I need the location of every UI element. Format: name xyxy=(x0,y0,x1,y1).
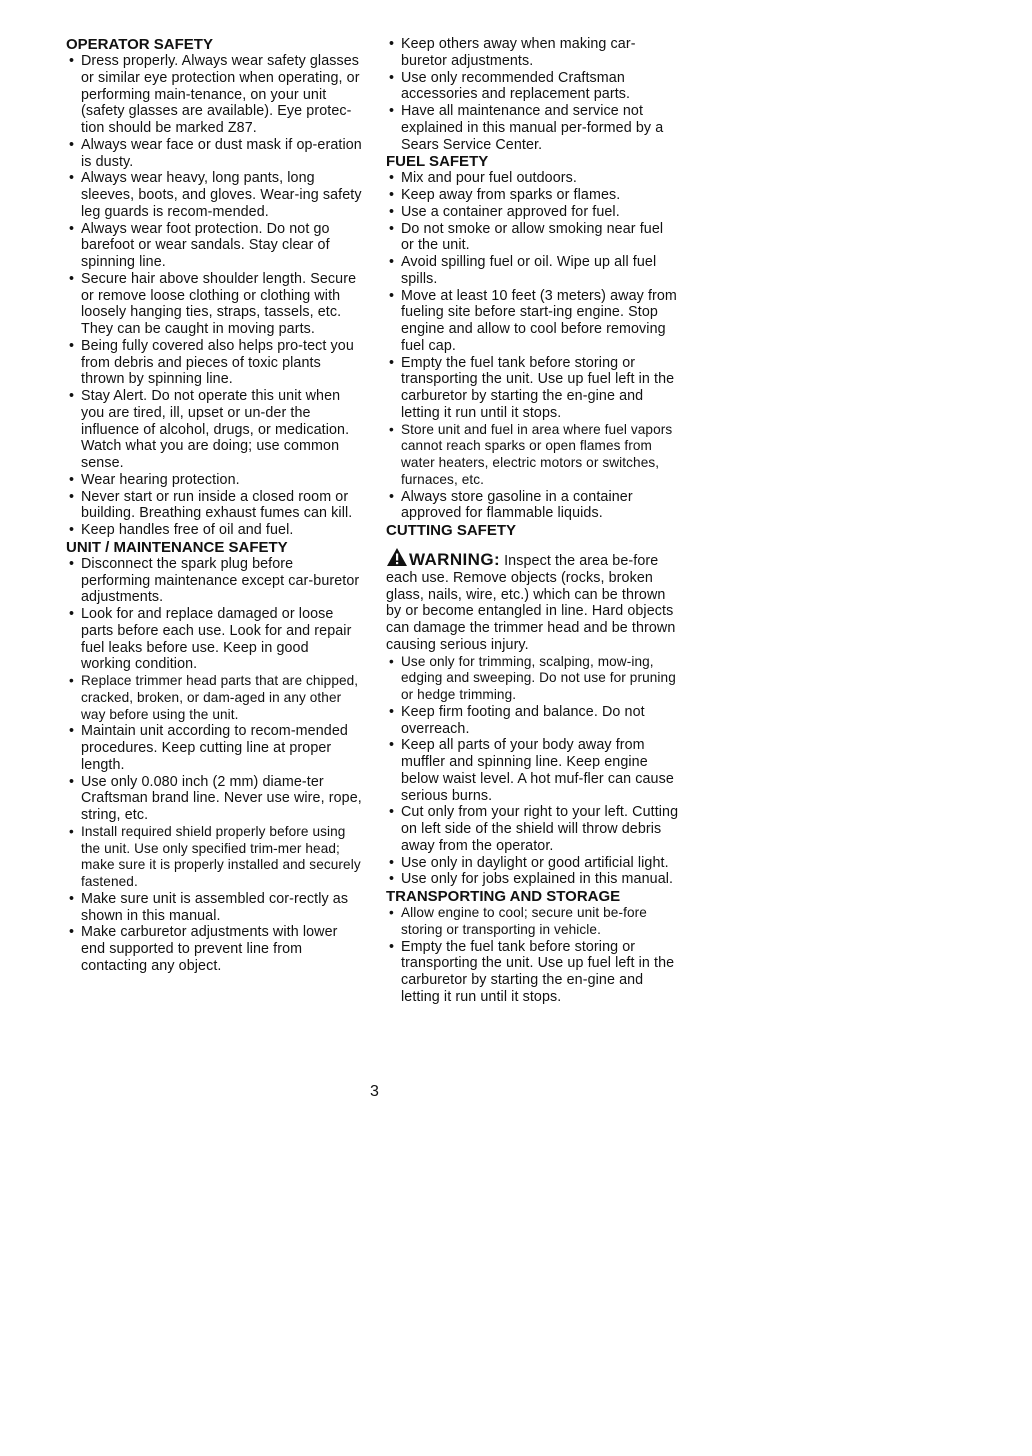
list-item: • Use only for jobs explained in this manual. xyxy=(386,871,680,888)
warning-label: WARNING: xyxy=(409,550,501,569)
list-item: • Install required shield properly before using the unit. Use only specified trim-mer head; make sure it is properly installed and securely fastened. xyxy=(66,824,362,891)
warning-block xyxy=(386,547,680,654)
transporting-storage-list xyxy=(386,905,680,1006)
list-item: • Always wear foot protection. Do not go barefoot or wear sandals. Stay clear of spinning line. xyxy=(66,221,362,271)
list-item: • Keep firm footing and balance. Do not overreach. xyxy=(386,704,680,738)
list-item: • Move at least 10 feet (3 meters) away from fueling site before start-ing engine. Stop engine and allow to cool before removing fuel cap. xyxy=(386,288,680,355)
fuel-safety-list xyxy=(386,170,680,522)
list-item: • Maintain unit according to recom-mended procedures. Keep cutting line at proper length. xyxy=(66,723,362,773)
cutting-safety-list xyxy=(386,654,680,889)
cutting-safety-heading: CUTTING SAFETY xyxy=(386,522,516,539)
list-item: • Wear hearing protection. xyxy=(66,472,362,489)
fuel-safety-heading: FUEL SAFETY xyxy=(386,153,489,171)
operator-safety-heading: OPERATOR SAFETY xyxy=(66,36,213,53)
warning-text: Inspect the area be-fore each use. Remove objects (rocks, broken glass, nails, wire, etc.) which can be thrown by or become entangled in line. Hard objects can damage the trimmer head and be thrown causing serious injury. xyxy=(386,553,676,653)
list-item: • Allow engine to cool; secure unit be-fore storing or transporting in vehicle. xyxy=(386,905,680,939)
list-item: • Always wear face or dust mask if op-eration is dusty. xyxy=(66,137,362,171)
list-item: • Avoid spilling fuel or oil. Wipe up all fuel spills. xyxy=(386,254,680,288)
list-item: • Keep handles free of oil and fuel. xyxy=(66,522,362,539)
list-item: • Cut only from your right to your left. Cutting on left side of the shield will throw debris away from the operator. xyxy=(386,804,680,854)
list-item: • Keep all parts of your body away from muffler and spinning line. Keep engine below waist level. A hot muf-fler can cause serious burns. xyxy=(386,737,680,804)
list-item: • Store unit and fuel in area where fuel vapors cannot reach sparks or open flames from water heaters, electric motors or switches, furnaces, etc. xyxy=(386,422,680,489)
list-item: • Mix and pour fuel outdoors. xyxy=(386,170,680,187)
list-item: • Being fully covered also helps pro-tect you from debris and pieces of toxic plants thrown by spinning line. xyxy=(66,338,362,388)
list-item: • Keep away from sparks or flames. xyxy=(386,187,680,204)
operator-safety-list xyxy=(66,53,362,539)
list-item: • Use only 0.080 inch (2 mm) diame-ter Craftsman brand line. Never use wire, rope, string, etc. xyxy=(66,774,362,824)
list-item: • Empty the fuel tank before storing or transporting the unit. Use up fuel left in the carburetor by starting the en-gine and letting it run until it stops. xyxy=(386,355,680,422)
list-item: • Use a container approved for fuel. xyxy=(386,204,680,221)
list-item: • Empty the fuel tank before storing or transporting the unit. Use up fuel left in the carburetor by starting the en-gine and letting it run until it stops. xyxy=(386,939,680,1006)
list-item: • Make carburetor adjustments with lower end supported to prevent line from contacting any object. xyxy=(66,924,362,974)
list-item: • Make sure unit is assembled cor-rectly as shown in this manual. xyxy=(66,891,362,925)
list-item: • Look for and replace damaged or loose parts before each use. Look for and repair fuel leaks before use. Keep in good working condition. xyxy=(66,606,362,673)
list-item: • Have all maintenance and service not explained in this manual per-formed by a Sears Service Center. xyxy=(386,103,680,153)
warning-triangle-icon xyxy=(386,547,408,567)
list-item: • Always wear heavy, long pants, long sleeves, boots, and gloves. Wear-ing safety leg guards is recom-mended. xyxy=(66,170,362,220)
list-item: • Keep others away when making car-buretor adjustments. xyxy=(386,36,680,70)
list-item: • Dress properly. Always wear safety glasses or similar eye protection when operating, or performing main-tenance, on your unit (safety glasses are available). Eye protec-tion should be marked Z87. xyxy=(66,53,362,137)
list-item: • Never start or run inside a closed room or building. Breathing exhaust fumes can kill. xyxy=(66,489,362,523)
list-item: • Always store gasoline in a container approved for flammable liquids. xyxy=(386,489,680,523)
list-item: • Use only for trimming, scalping, mow-ing, edging and sweeping. Do not use for pruning or hedge trimming. xyxy=(386,654,680,704)
list-item: • Use only in daylight or good artificial light. xyxy=(386,855,680,872)
unit-maintenance-safety-list xyxy=(66,556,362,975)
unit-maintenance-safety-list-continued xyxy=(386,36,680,153)
list-item: • Do not smoke or allow smoking near fuel or the unit. xyxy=(386,221,680,255)
list-item: • Disconnect the spark plug before performing maintenance except car-buretor adjustments. xyxy=(66,556,362,606)
list-item: • Use only recommended Craftsman accessories and replacement parts. xyxy=(386,70,680,104)
list-item: • Secure hair above shoulder length. Secure or remove loose clothing or clothing with loosely hanging ties, straps, tassels, etc. They can be caught in moving parts. xyxy=(66,271,362,338)
transporting-storage-heading: TRANSPORTING AND STORAGE xyxy=(386,888,621,905)
right-column xyxy=(386,36,680,1006)
list-item: • Stay Alert. Do not operate this unit when you are tired, ill, upset or un-der the influence of alcohol, drugs, or medication. Watch what you are doing; use common sense. xyxy=(66,388,362,472)
page-number: 3 xyxy=(370,1083,379,1100)
list-item: • Replace trimmer head parts that are chipped, cracked, broken, or dam-aged in any other way before using the unit. xyxy=(66,673,362,723)
left-column xyxy=(66,36,362,975)
unit-maintenance-safety-heading: UNIT / MAINTENANCE SAFETY xyxy=(66,538,288,556)
